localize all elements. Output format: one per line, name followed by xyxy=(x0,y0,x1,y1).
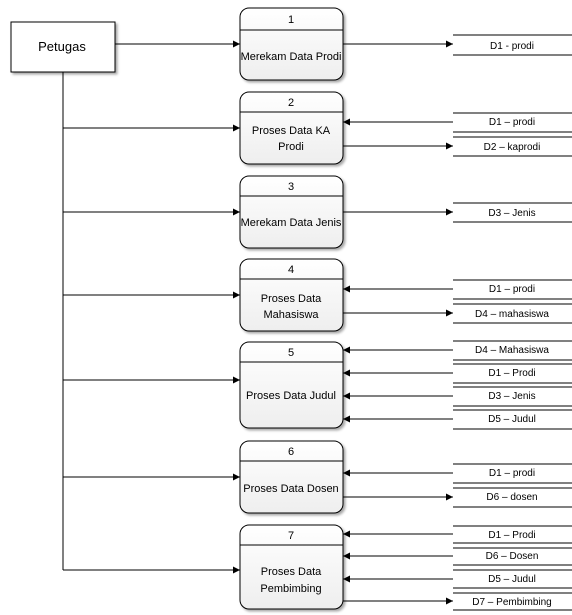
process-5[interactable] xyxy=(240,342,343,428)
data-store-label: D1 – Prodi xyxy=(488,530,536,541)
data-store-label: D6 – dosen xyxy=(486,492,538,503)
process-7[interactable] xyxy=(240,525,343,609)
process-name-line-1: Proses Data xyxy=(260,566,322,578)
store-flow-p1-d1-out xyxy=(343,35,572,55)
data-store-label: D1 - prodi xyxy=(490,41,534,52)
process-1[interactable] xyxy=(240,8,343,80)
data-store-label: D4 – Mahasiswa xyxy=(475,345,549,356)
process-2[interactable] xyxy=(240,92,343,164)
entity-label: Petugas xyxy=(38,39,86,54)
process-name: Merekam Data Prodi xyxy=(240,51,342,63)
data-store-label: D1 – Prodi xyxy=(488,368,536,379)
data-store-label: D1 – prodi xyxy=(488,468,536,479)
data-store-label: D5 – Judul xyxy=(488,574,536,585)
store-flow-p4-d1-in xyxy=(343,280,572,299)
process-number: 3 xyxy=(287,181,295,193)
process-name-line-2: Mahasiswa xyxy=(263,309,319,321)
store-flow-p4-d4-out xyxy=(343,304,572,323)
store-flow-p6-d1-in xyxy=(343,464,572,483)
data-store-label: D4 – mahasiswa xyxy=(475,309,549,320)
data-store-label: D3 – Jenis xyxy=(488,391,536,402)
store-flow-p7-d1-in xyxy=(343,526,572,543)
process-3[interactable] xyxy=(240,176,343,248)
data-store-label: D6 – Dosen xyxy=(485,551,539,562)
data-store-label: D7 – Pembimbing xyxy=(472,597,552,608)
store-flow-p5-d1-in xyxy=(343,364,572,383)
store-flow-p3-d3-out xyxy=(343,203,572,222)
data-store-label: D1 – prodi xyxy=(488,117,536,128)
data-store-label: D3 – Jenis xyxy=(488,208,536,219)
process-name: Merekam Data Jenis xyxy=(240,217,342,229)
process-name-line-2: Pembimbing xyxy=(260,583,322,595)
process-name: Proses Data Judul xyxy=(246,390,336,402)
entity-to-process-flows xyxy=(63,44,240,570)
process-number: 4 xyxy=(287,264,295,276)
process-number: 1 xyxy=(287,14,295,26)
store-flow-p5-d5-in xyxy=(343,410,572,429)
data-store-label: D5 – Judul xyxy=(488,414,536,425)
process-number: 2 xyxy=(287,97,295,109)
entity-petugas[interactable] xyxy=(11,22,115,72)
process-number: 7 xyxy=(287,530,295,542)
process-number: 5 xyxy=(287,347,295,359)
store-flow-p7-d7-out xyxy=(343,593,572,610)
process-name: Proses Data Dosen xyxy=(243,483,339,495)
process-name-line-1: Proses Data KA xyxy=(251,125,331,137)
process-name-line-1: Proses Data xyxy=(260,293,322,305)
store-flow-p2-d2-out xyxy=(343,137,572,156)
store-flow-p5-d4-in xyxy=(343,341,572,360)
data-store-label: D2 – kaprodi xyxy=(483,142,541,153)
process-4[interactable] xyxy=(240,259,343,331)
store-flow-p7-d6-in xyxy=(343,548,572,565)
store-flow-p2-d1-in xyxy=(343,113,572,132)
process-name-line-2: Prodi xyxy=(278,141,304,153)
process-number: 6 xyxy=(287,446,295,458)
store-flow-p6-d6-out xyxy=(343,488,572,507)
store-flow-p7-d5-in xyxy=(343,570,572,588)
process-6[interactable] xyxy=(240,441,343,513)
data-store-label: D1 – prodi xyxy=(488,284,536,295)
store-flow-p5-d3-in xyxy=(343,387,572,406)
